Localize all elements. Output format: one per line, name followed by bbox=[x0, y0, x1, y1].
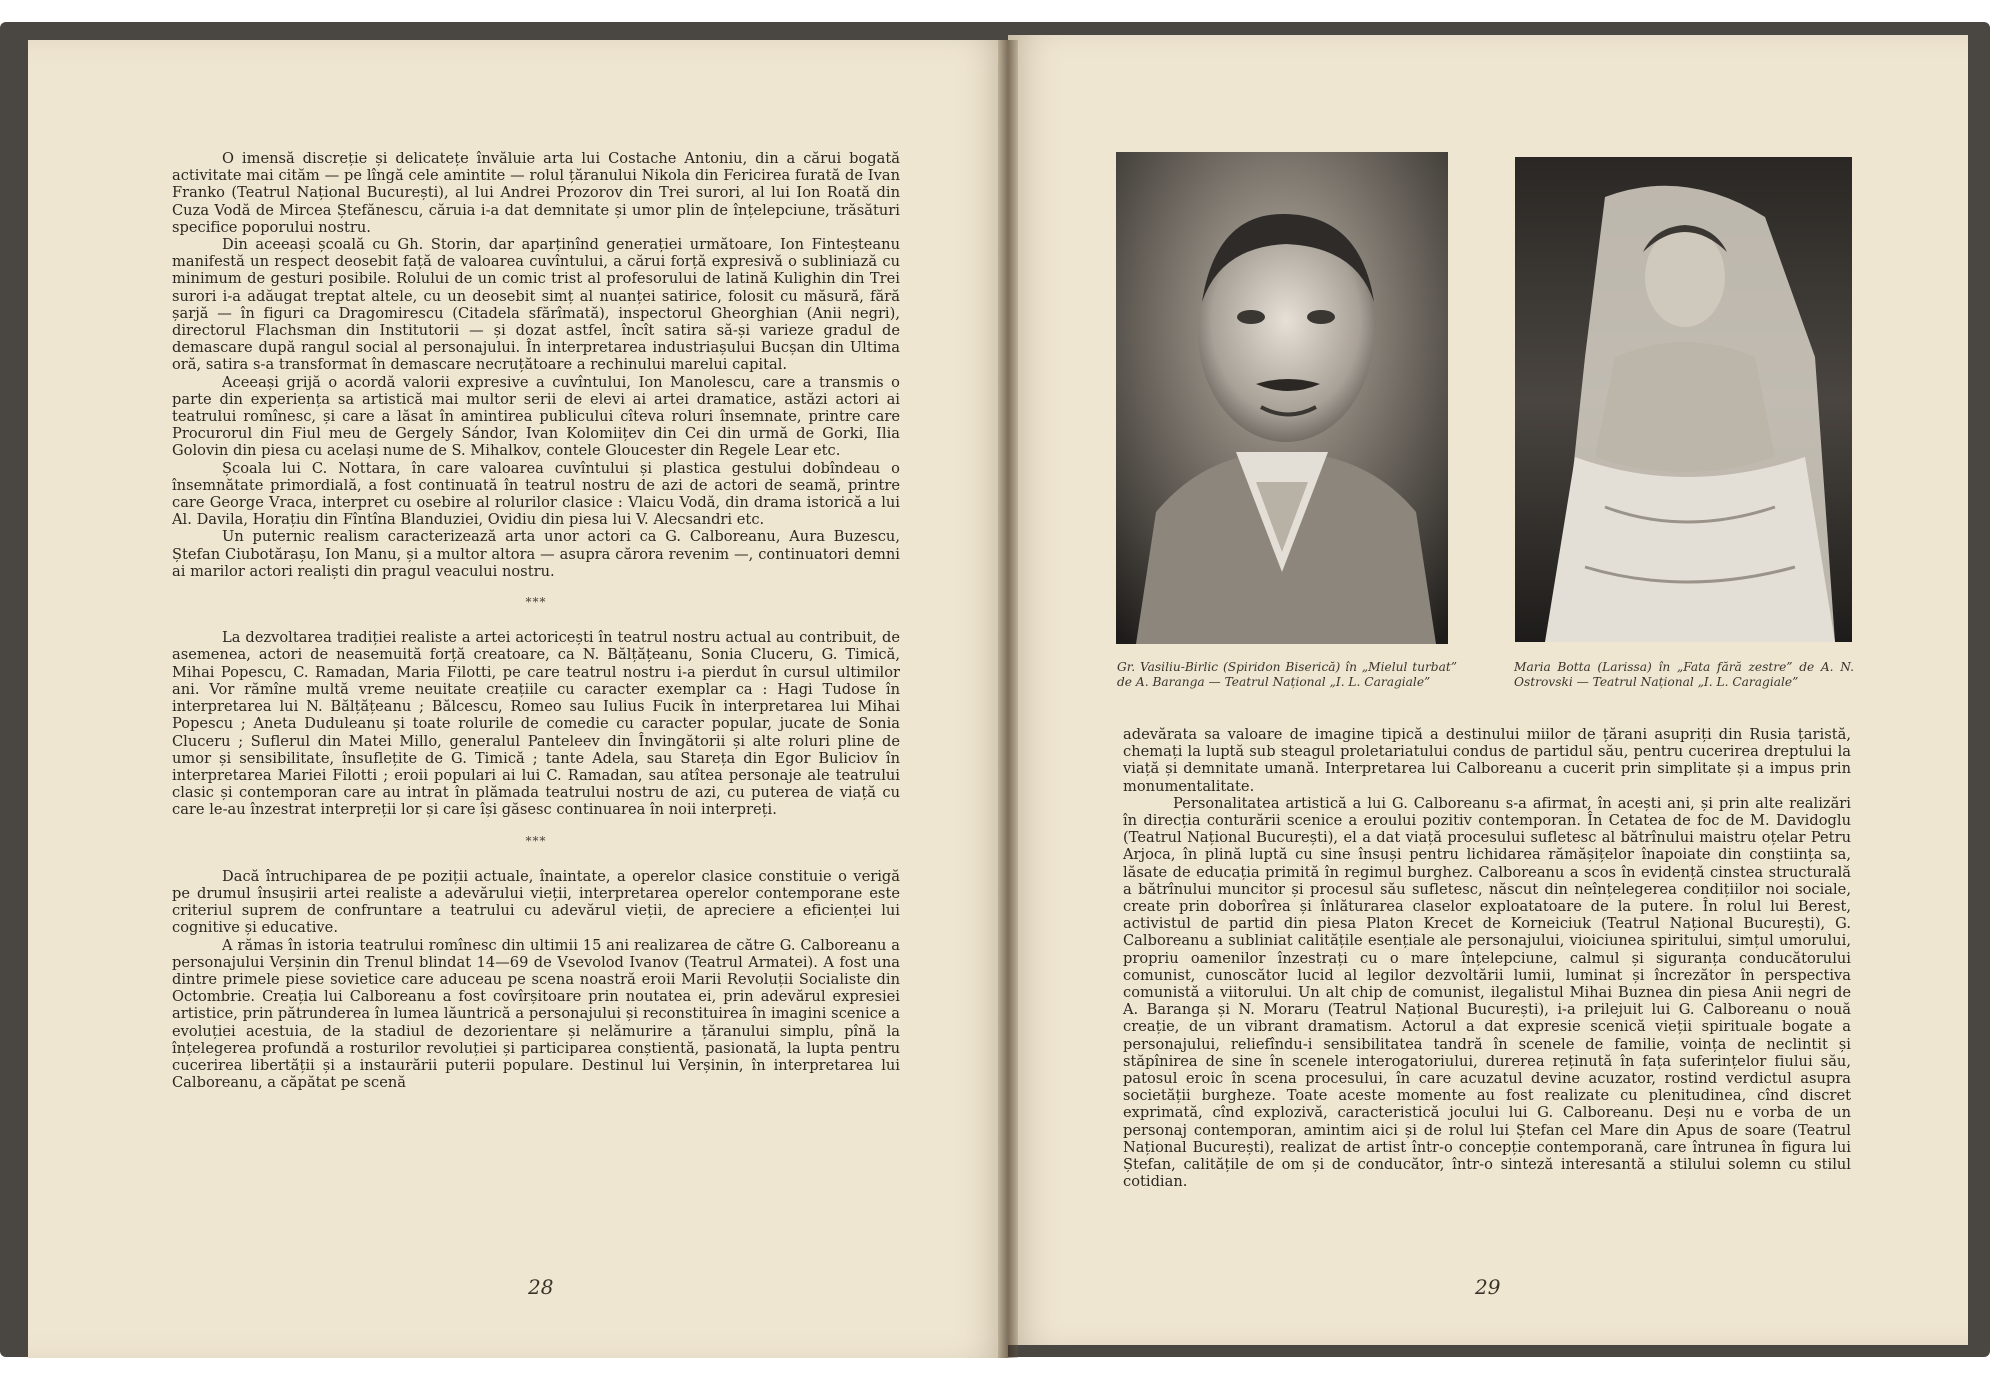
paragraph: Școala lui C. Nottara, în care valoarea cuvîntului și plastica gestului dobîndeau o însemnătate primordială, a fost continuată în teatrul nostru de azi de actori de seamă, printre care George Vraca, interpret cu osebire al rolurilor clasice : Vlaicu Vodă, din drama istorică a lui Al. Davila, Horațiu din Fîntîna Blanduziei, Ovidiu din piesa lui V. Alecsandri etc. bbox=[172, 459, 900, 529]
page-number-left: 28 bbox=[528, 1275, 554, 1299]
paragraph: adevărata sa valoare de imagine tipică a destinului miilor de țărani asupriți din Rusia țaristă, chemați la luptă sub steagul proletariatului condus de partidul său, pentru cucerirea dreptului la viață și demnitate umană. Interpretarea lui Calboreanu a cucerit prin simplitate și a impus prin monumentalitate. bbox=[1123, 726, 1851, 795]
paragraph: Din aceeași școală cu Gh. Storin, dar aparținînd generației următoare, Ion Finteșteanu manifestă un respect deosebit față de valoarea cuvîntului, a cărui forță expresivă o subliniază cu minimum de gesturi posibile. Rolului de un comic trist al profesorului de latină Kulighin din Trei surori i-a adăugat treptat altele, cu un deosebit simț al nuanței satirice, folosit cu măsură, fără șarjă — în figuri ca Dragomirescu (Citadela sfărîmată), inspectorul Gheorghian (Anii negri), directorul Flachsman din Institutorii — și dozat astfel, încît satira să-și varieze gradul de demascare după rangul social al personajului. În interpretarea industriașului Bucșan din Ultima oră, satira s-a transformat în demascare necruțătoare a rechinului marelui capital. bbox=[172, 236, 900, 374]
book-gutter bbox=[998, 40, 1018, 1358]
right-page-text bbox=[1123, 726, 1851, 1190]
portrait-photo-left bbox=[1116, 152, 1448, 644]
portrait-photo-icon bbox=[1515, 157, 1852, 642]
left-page-text bbox=[172, 150, 900, 1091]
portrait-photo-icon bbox=[1116, 152, 1448, 644]
photo-caption-left: Gr. Vasiliu-Birlic (Spiridon Biserică) în „Mielul turbat” de A. Baranga — Teatrul Național „I. L. Caragiale” bbox=[1117, 660, 1457, 689]
section-separator: *** bbox=[525, 595, 547, 610]
paragraph: O imensă discreție și delicatețe învăluie arta lui Costache Antoniu, din a cărui bogată activitate mai cităm — pe lîngă cele amintite — rolul țăranului Nikola din Fericirea furată de Ivan Franko (Teatrul Național București), al lui Andrei Prozorov din Trei surori, al lui Ion Roată din Cuza Vodă de Mircea Ștefănescu, căruia i-a dat demnitate și umor plin de înțelepciune, trăsături specifice poporului nostru. bbox=[172, 150, 900, 236]
paragraph: La dezvoltarea tradiției realiste a artei actoricești în teatrul nostru actual au contribuit, de asemenea, actori de neasemuită forță creatoare, ca N. Bălțățeanu, Sonia Cluceru, G. Timică, Mihai Popescu, C. Ramadan, Maria Filotti, pe care teatrul nostru i-a pierdut în cursul ultimilor ani. Vor rămîne multă vreme neuitate creațiile cu caracter exemplar ca : Hagi Tudose în interpretarea lui N. Bălțățeanu ; Bălcescu, Romeo sau Iulius Fucik în interpretarea lui Mihai Popescu ; Aneta Duduleanu și toate rolurile de comedie cu caracter popular, jucate de Sonia Cluceru ; Suflerul din Matei Millo, generalul Panteleev din Învingătorii și alte roluri pline de umor și sensibilitate, însuflețite de G. Timică ; tante Adela, sau Stareța din Egor Buliciov în interpretarea Mariei Filotti ; eroii populari ai lui C. Ramadan, sau atîtea personaje ale teatrului clasic și contemporan care au intrat în plămada teatrului nostru de azi, cu puterea de viață cu care le-au înzestrat interpreții lor și care își găsesc continuarea în noii interpreți. bbox=[172, 629, 900, 819]
paragraph: A rămas în istoria teatrului romînesc din ultimii 15 ani realizarea de către G. Calboreanu a personajului Verșinin din Trenul blindat 14—69 de Vsevolod Ivanov (Teatrul Armatei). A fost una dintre primele piese sovietice care aduceau pe scena noastră eroii Marii Revoluții Socialiste din Octombrie. Creația lui Calboreanu a fost covîrșitoare prin noutatea ei, prin adevărul expresiei artistice, prin pătrunderea în lumea lăuntrică a personajului și reconstituirea în imagini scenice a evoluției acestuia, de la stadiul de dezorientare și nelămurire a țăranului simplu, pînă la înțelegerea profundă a rosturilor revoluției și participarea conștientă, pasionată, la lupta pentru cucerirea libertății și a instaurării puterii populare. Destinul lui Verșinin, în interpretarea lui Calboreanu, a căpătat pe scenă bbox=[172, 936, 900, 1092]
photo-caption-right: Maria Botta (Larissa) în „Fata fără zestre” de A. N. Ostrovski — Teatrul Național „I. L. Caragiale” bbox=[1514, 660, 1854, 689]
page-number-right: 29 bbox=[1475, 1275, 1501, 1299]
paragraph: Aceeași grijă o acordă valorii expresive a cuvîntului, Ion Manolescu, care a transmis o parte din experiența sa artistică mai multor serii de elevi ai artei dramatice, astăzi actori ai teatrului romînesc, și care a lăsat în amintirea publicului cîteva roluri însemnate, printre care Procurorul din Fiul meu de Gergely Sándor, Ivan Kolomiițev din Cei din urmă de Gorki, Ilia Golovin din piesa cu același nume de S. Mihalkov, contele Gloucester din Regele Lear etc. bbox=[172, 373, 900, 460]
paragraph: Un puternic realism caracterizează arta unor actori ca G. Calboreanu, Aura Buzescu, Ștefan Ciubotărașu, Ion Manu, și a multor altora — asupra cărora revenim —, continuatori demni ai marilor actori realiști din pragul veacului nostru. bbox=[172, 528, 900, 580]
portrait-photo-right bbox=[1515, 157, 1852, 642]
paragraph: Dacă întruchiparea de pe poziții actuale, înaintate, a operelor clasice constituie o verigă pe drumul însușirii artei realiste a adevărului vieții, interpretarea operelor contemporane este criteriul suprem de confruntare a teatrului cu adevărul vieții, de apreciere a eficienței lui cognitive și educative. bbox=[172, 867, 900, 937]
paragraph: Personalitatea artistică a lui G. Calboreanu s-a afirmat, în acești ani, și prin alte realizări în direcția conturării scenice a eroului pozitiv contemporan. În Cetatea de foc de M. Davidoglu (Teatrul Național București), el a dat viață procesului sufletesc al bătrînului maistru oțelar Petru Arjoca, în plină luptă cu sine însuși pentru lichidarea rămășițelor înapoiate din conștiința sa, lăsate de educația primită în regimul burghez. Calboreanu a scos în evidență cinstea structurală a bătrînului muncitor și procesul său sufletesc, născut din neînțelegerea condițiilor noi sociale, create prin doborîrea și înlăturarea claselor exploatatoare de la putere. În rolul lui Berest, activistul de partid din piesa Platon Krecet de Korneiciuk (Teatrul Național București), G. Calboreanu a subliniat calitățile esențiale ale personajului, vioiciunea spiritului, simțul umorului, propriu oamenilor înzestrați cu o mare înțelepciune, calmul și siguranța conducătorului comunist, cunoscător lucid al legilor dezvoltării lumii, luminat și încrezător în perspectiva comunistă a viitorului. Un alt chip de comunist, ilegalistul Mihai Buznea din piesa Anii negri de A. Baranga și N. Moraru (Teatrul Național București), i-a prilejuit lui G. Calboreanu o nouă creație, de un vibrant dramatism. Actorul a dat expresie scenică vieții spirituale bogate a personajului, reliefîndu-i sensibilitatea tandră în scenele de familie, voința de neclintit și stăpînirea de sine în scenele interogatoriului, durerea reținută în fața suferințelor fiului său, patosul eroic în scena procesului, în care acuzatul devine acuzator, rostind verdictul asupra societății burgheze. Toate aceste momente au fost realizate cu plenitudinea, cînd discret exprimată, cînd explozivă, caracteristică jocului lui G. Calboreanu. Deși nu e vorba de un personaj contemporan, amintim aici și de rolul lui Ștefan cel Mare din Apus de soare (Teatrul Național București), realizat de artist într-o concepție contemporană, care întrunea în figura lui Ștefan, calitățile de om și de conducător, într-o sinteză interesantă a stilului solemn cu stilul cotidian. bbox=[1123, 794, 1851, 1191]
section-separator: *** bbox=[525, 833, 547, 848]
